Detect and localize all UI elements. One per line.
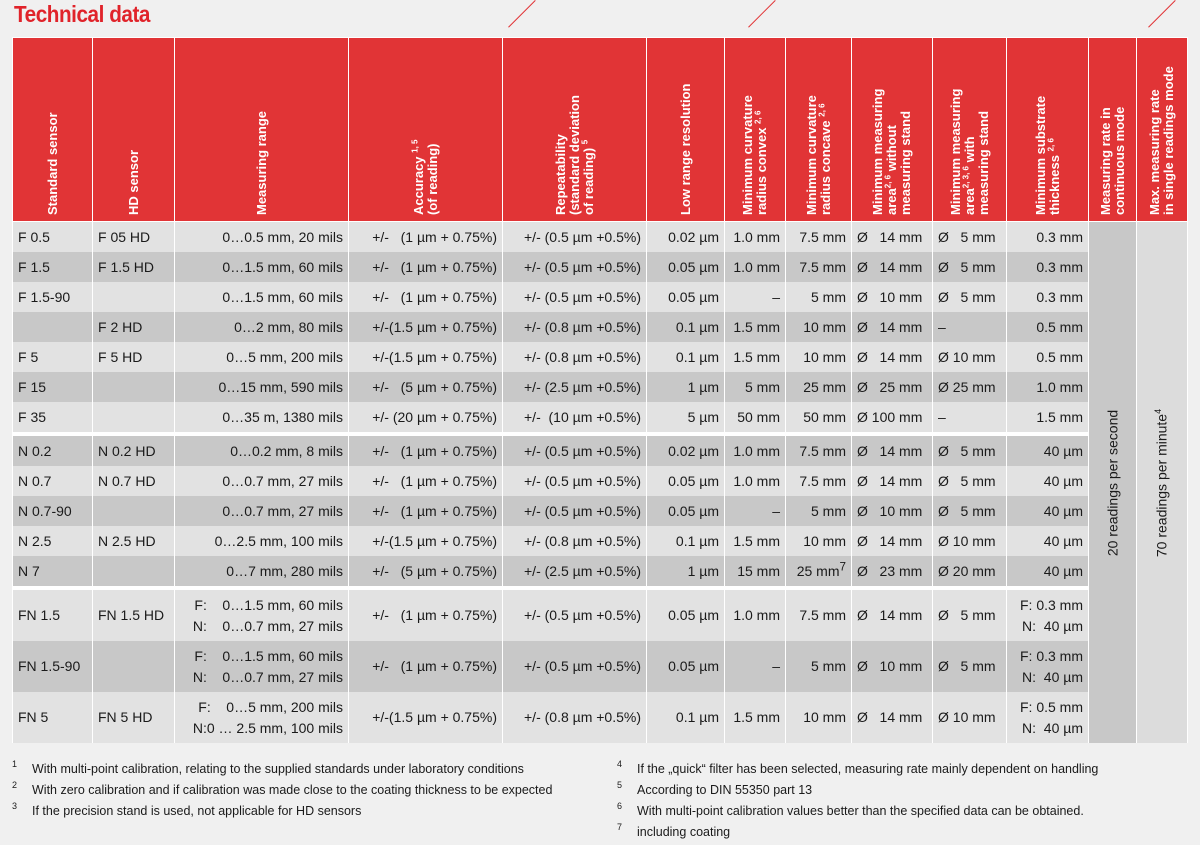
table-cell: 10 mm	[786, 342, 852, 372]
table-cell: +/- (1 µm + 0.75%)	[349, 282, 503, 312]
column-header	[786, 38, 852, 222]
table-cell: +/- (0.8 µm +0.5%)	[503, 692, 647, 743]
column-header-label: Minimum substrate thickness $^{2, 6}$	[1032, 95, 1062, 215]
table-cell: 1.0 mm	[725, 466, 786, 496]
table-row	[13, 222, 1188, 253]
table-cell: F 1.5-90	[13, 282, 93, 312]
column-header-label: Low range resolution	[677, 83, 693, 215]
footnote-text: If the precision stand is used, not applicable for HD sensors	[32, 804, 362, 818]
column-header-label: HD sensor	[125, 149, 141, 215]
table-header-row	[13, 38, 1188, 222]
column-header-label: Minimum curvature radius convex $^{2, 6}$	[740, 95, 769, 215]
table-cell: 0…1.5 mm, 60 mils	[175, 282, 349, 312]
technical-data-table	[12, 37, 1188, 743]
table-cell: F: 0.5 mm N: 40 µm	[1007, 692, 1089, 743]
table-cell: 0.1 µm	[647, 342, 725, 372]
table-cell: +/- (0.5 µm +0.5%)	[503, 252, 647, 282]
table-cell: 0…15 mm, 590 mils	[175, 372, 349, 402]
table-cell: F 05 HD	[93, 222, 175, 253]
column-header	[93, 38, 175, 222]
table-cell: 0.3 mm	[1007, 222, 1089, 253]
table-cell: 0.5 mm	[1007, 312, 1089, 342]
table-cell: N 0.2	[13, 434, 93, 466]
table-cell: Ø 14 mm	[852, 692, 933, 743]
table-cell: +/- (0.5 µm +0.5%)	[503, 466, 647, 496]
column-header	[503, 38, 647, 222]
footnote-text: With multi-point calibration, relating to the supplied standards under laboratory conditions	[32, 762, 524, 776]
table-cell: 0.3 mm	[1007, 282, 1089, 312]
table-cell: N 0.7	[13, 466, 93, 496]
footnote-text: With zero calibration and if calibration was made close to the coating thickness to be expected	[32, 783, 553, 797]
table-cell: Ø 5 mm	[933, 434, 1007, 466]
table-cell: Ø 5 mm	[933, 641, 1007, 692]
table-row	[13, 496, 1188, 526]
table-cell: 0…7 mm, 280 mils	[175, 556, 349, 588]
table-cell: F: 0…5 mm, 200 mils N:0 … 2.5 mm, 100 mils	[175, 692, 349, 743]
table-cell: Ø 14 mm	[852, 526, 933, 556]
table-cell: N 0.7 HD	[93, 466, 175, 496]
table-cell: 0.1 µm	[647, 526, 725, 556]
table-cell: Ø 25 mm	[852, 372, 933, 402]
table-cell: 0…0.7 mm, 27 mils	[175, 466, 349, 496]
column-header-label: Accuracy $^{1, 5}$ (of reading)	[410, 139, 440, 215]
continuous-rate-cell	[1089, 222, 1137, 744]
decorative-line	[508, 0, 536, 28]
table-cell: 10 mm	[786, 312, 852, 342]
table-cell: 1.5 mm	[725, 526, 786, 556]
column-header	[852, 38, 933, 222]
single-rate-cell	[1137, 222, 1188, 744]
table-cell: 40 µm	[1007, 556, 1089, 588]
table-row	[13, 692, 1188, 743]
table-cell	[93, 372, 175, 402]
table-cell: 0.05 µm	[647, 252, 725, 282]
table-cell: 0.05 µm	[647, 496, 725, 526]
table-cell: F 35	[13, 402, 93, 434]
table-cell: +/-(1.5 µm + 0.75%)	[349, 526, 503, 556]
table-cell: 1.0 mm	[725, 252, 786, 282]
table-cell: 1.5 mm	[725, 342, 786, 372]
table-cell: +/- (1 µm + 0.75%)	[349, 222, 503, 253]
table-cell: Ø 5 mm	[933, 282, 1007, 312]
table-cell: 10 mm	[786, 526, 852, 556]
table-cell: Ø 10 mm	[852, 496, 933, 526]
table-cell: 1.5 mm	[725, 692, 786, 743]
column-header	[1007, 38, 1089, 222]
table-cell: 0…5 mm, 200 mils	[175, 342, 349, 372]
table-cell: Ø 20 mm	[933, 556, 1007, 588]
page-title: Technical data	[14, 1, 150, 27]
table-cell: Ø 14 mm	[852, 588, 933, 641]
table-cell: +/- (1 µm + 0.75%)	[349, 641, 503, 692]
table-cell: 7.5 mm	[786, 222, 852, 253]
table-cell: 0.1 µm	[647, 312, 725, 342]
column-header	[13, 38, 93, 222]
table-cell: FN 5	[13, 692, 93, 743]
table-cell	[13, 312, 93, 342]
table-cell: +/- (0.8 µm +0.5%)	[503, 342, 647, 372]
table-row	[13, 402, 1188, 434]
table-row	[13, 588, 1188, 641]
table-cell: +/- (5 µm + 0.75%)	[349, 556, 503, 588]
table-cell: FN 5 HD	[93, 692, 175, 743]
table-cell: 0…0.5 mm, 20 mils	[175, 222, 349, 253]
column-header-label: Measuring rate in continuous mode	[1097, 106, 1127, 215]
table-cell	[93, 282, 175, 312]
table-cell: 0…2.5 mm, 100 mils	[175, 526, 349, 556]
table-cell: F 1.5	[13, 252, 93, 282]
table-cell: 5 µm	[647, 402, 725, 434]
table-cell: 5 mm	[786, 641, 852, 692]
table-cell: F 0.5	[13, 222, 93, 253]
table-cell: 5 mm	[786, 496, 852, 526]
table-cell: 1.0 mm	[725, 222, 786, 253]
column-header	[725, 38, 786, 222]
column-header-label: Minimum measuring area$^{2, 6}$ without measuring stand	[870, 88, 913, 215]
table-cell: Ø 25 mm	[933, 372, 1007, 402]
column-header-label: Minimum measuring area$^{2, 3, 6}$ with measuring stand	[947, 88, 991, 215]
table-cell	[93, 556, 175, 588]
table-cell: +/-(1.5 µm + 0.75%)	[349, 692, 503, 743]
footnote-text: If the „quick“ filter has been selected, measuring rate mainly dependent on handling	[637, 762, 1099, 776]
table-cell: 40 µm	[1007, 466, 1089, 496]
table-cell: 0.05 µm	[647, 588, 725, 641]
table-cell: Ø 5 mm	[933, 252, 1007, 282]
table-row	[13, 466, 1188, 496]
table-cell: F 5	[13, 342, 93, 372]
table-cell: 0.5 mm	[1007, 342, 1089, 372]
table-cell	[93, 496, 175, 526]
column-header-label: Standard sensor	[44, 112, 60, 215]
table-row	[13, 342, 1188, 372]
table-cell: Ø 5 mm	[933, 222, 1007, 253]
table-cell: +/- (1 µm + 0.75%)	[349, 434, 503, 466]
table-cell: Ø 14 mm	[852, 222, 933, 253]
table-cell: 0…0.7 mm, 27 mils	[175, 496, 349, 526]
table-cell	[93, 402, 175, 434]
table-cell: F 5 HD	[93, 342, 175, 372]
table-cell: 50 mm	[725, 402, 786, 434]
column-header	[175, 38, 349, 222]
footnote-marker: 4	[1152, 408, 1163, 414]
table-cell: +/- (0.5 µm +0.5%)	[503, 588, 647, 641]
table-cell: +/- (0.5 µm +0.5%)	[503, 641, 647, 692]
table-cell: 0.02 µm	[647, 222, 725, 253]
table-cell	[93, 641, 175, 692]
table-cell: 25 mm	[786, 372, 852, 402]
table-cell: F: 0…1.5 mm, 60 mils N: 0…0.7 mm, 27 mils	[175, 641, 349, 692]
table-cell: +/- (2.5 µm +0.5%)	[503, 372, 647, 402]
table-cell: 7.5 mm	[786, 588, 852, 641]
table-cell: –	[725, 282, 786, 312]
table-cell: FN 1.5	[13, 588, 93, 641]
table-cell: Ø 10 mm	[852, 282, 933, 312]
table-cell: 7.5 mm	[786, 252, 852, 282]
table-cell: Ø 100 mm	[852, 402, 933, 434]
table-cell: 1.5 mm	[725, 312, 786, 342]
table-cell: +/- (0.5 µm +0.5%)	[503, 222, 647, 253]
decorative-line	[748, 0, 776, 28]
table-cell: Ø 14 mm	[852, 312, 933, 342]
column-header-label: Measuring range	[253, 110, 269, 215]
footnote-text: With multi-point calibration values better than the specified data can be obtained.	[637, 804, 1084, 818]
table-cell: 0.3 mm	[1007, 252, 1089, 282]
table-cell: F: 0.3 mm N: 40 µm	[1007, 588, 1089, 641]
table-cell: N 2.5 HD	[93, 526, 175, 556]
table-cell: –	[725, 641, 786, 692]
column-header	[933, 38, 1007, 222]
table-cell: +/-(1.5 µm + 0.75%)	[349, 312, 503, 342]
table-cell: 1.5 mm	[1007, 402, 1089, 434]
table-cell: +/- (1 µm + 0.75%)	[349, 496, 503, 526]
table-cell: Ø 10 mm	[933, 526, 1007, 556]
table-cell: 10 mm	[786, 692, 852, 743]
table-cell: 40 µm	[1007, 496, 1089, 526]
table-cell: Ø 14 mm	[852, 342, 933, 372]
table-cell: Ø 5 mm	[933, 496, 1007, 526]
continuous-rate-label: 20 readings per second	[1104, 409, 1120, 556]
footnote-number: 5	[617, 780, 623, 790]
table-cell: 0…2 mm, 80 mils	[175, 312, 349, 342]
footnote-marker: 7	[839, 559, 846, 573]
table-cell: Ø 14 mm	[852, 466, 933, 496]
table-cell: 1.0 mm	[1007, 372, 1089, 402]
table-row	[13, 372, 1188, 402]
footnote-number: 6	[617, 801, 623, 811]
table-cell: F: 0…1.5 mm, 60 mils N: 0…0.7 mm, 27 mils	[175, 588, 349, 641]
table-cell: FN 1.5 HD	[93, 588, 175, 641]
table-cell: Ø 5 mm	[933, 466, 1007, 496]
table-row	[13, 252, 1188, 282]
table-cell: 25 $mm^7$	[786, 556, 852, 588]
table-cell: +/-(1.5 µm + 0.75%)	[349, 342, 503, 372]
single-rate-label	[1152, 408, 1173, 556]
table-cell: 40 µm	[1007, 434, 1089, 466]
table-row	[13, 556, 1188, 588]
table-cell: +/- (0.5 µm +0.5%)	[503, 496, 647, 526]
table-cell: 40 µm	[1007, 526, 1089, 556]
decorative-line	[1148, 0, 1176, 28]
table-cell: +/- (0.8 µm +0.5%)	[503, 312, 647, 342]
table-cell: 5 mm	[786, 282, 852, 312]
table-cell: 0…35 m, 1380 mils	[175, 402, 349, 434]
footnote-number: 4	[617, 759, 623, 769]
table-row	[13, 641, 1188, 692]
table-cell: +/- (0.5 µm +0.5%)	[503, 282, 647, 312]
column-header	[647, 38, 725, 222]
table-cell: 1.0 mm	[725, 588, 786, 641]
table-cell: +/- (2.5 µm +0.5%)	[503, 556, 647, 588]
table-cell: 0.05 µm	[647, 466, 725, 496]
table-cell: F 1.5 HD	[93, 252, 175, 282]
table-cell: FN 1.5-90	[13, 641, 93, 692]
table-cell: 7.5 mm	[786, 466, 852, 496]
column-header	[349, 38, 503, 222]
table-cell: –	[933, 402, 1007, 434]
table-row	[13, 282, 1188, 312]
table-cell: 7.5 mm	[786, 434, 852, 466]
table-cell: +/- (10 µm +0.5%)	[503, 402, 647, 434]
table-cell: +/- (1 µm + 0.75%)	[349, 252, 503, 282]
footnote-text: including coating	[637, 825, 731, 839]
table-cell: 0.05 µm	[647, 641, 725, 692]
table-cell: +/- (5 µm + 0.75%)	[349, 372, 503, 402]
table-cell: +/- (1 µm + 0.75%)	[349, 466, 503, 496]
table-cell: Ø 14 mm	[852, 252, 933, 282]
footnote-text: According to DIN 55350 part 13	[637, 783, 813, 797]
table-cell: Ø 5 mm	[933, 588, 1007, 641]
table-cell: 0.05 µm	[647, 282, 725, 312]
table-cell: 50 mm	[786, 402, 852, 434]
table-cell: F: 0.3 mm N: 40 µm	[1007, 641, 1089, 692]
table-cell: N 2.5	[13, 526, 93, 556]
table-cell: F 2 HD	[93, 312, 175, 342]
table-cell: Ø 10 mm	[933, 342, 1007, 372]
table-cell: 0.1 µm	[647, 692, 725, 743]
table-cell: 0…1.5 mm, 60 mils	[175, 252, 349, 282]
table-cell: +/- (20 µm + 0.75%)	[349, 402, 503, 434]
column-header-label: Minimum curvature radius concave $^{2, 6}$	[803, 95, 833, 215]
table-cell: +/- (1 µm + 0.75%)	[349, 588, 503, 641]
table-cell: +/- (0.5 µm +0.5%)	[503, 434, 647, 466]
column-header-label: Max. measuring rate in single readings mode	[1147, 66, 1176, 215]
table-cell: –	[933, 312, 1007, 342]
table-cell: 1 µm	[647, 556, 725, 588]
table-row	[13, 312, 1188, 342]
table-cell: N 0.2 HD	[93, 434, 175, 466]
table-cell: 5 mm	[725, 372, 786, 402]
table-cell: 1 µm	[647, 372, 725, 402]
table-cell: 0.02 µm	[647, 434, 725, 466]
single-rate-text: 70 readings per minute	[1153, 413, 1170, 557]
table-cell: Ø 10 mm	[852, 641, 933, 692]
table-cell: –	[725, 496, 786, 526]
table-cell: 0…0.2 mm, 8 mils	[175, 434, 349, 466]
footnote-number: 3	[12, 801, 18, 811]
column-header	[1089, 38, 1137, 222]
table-cell: N 0.7-90	[13, 496, 93, 526]
table-cell: F 15	[13, 372, 93, 402]
table-cell: 15 mm	[725, 556, 786, 588]
table-row	[13, 526, 1188, 556]
table-cell: Ø 10 mm	[933, 692, 1007, 743]
table-cell: +/- (0.8 µm +0.5%)	[503, 526, 647, 556]
footnote-number: 2	[12, 780, 18, 790]
column-header	[1137, 38, 1188, 222]
table-row	[13, 434, 1188, 466]
table-cell: Ø 23 mm	[852, 556, 933, 588]
footnote-number: 1	[12, 759, 18, 769]
table-cell: 1.0 mm	[725, 434, 786, 466]
table-cell: N 7	[13, 556, 93, 588]
column-header-label: Repeatability (standard deviation of reading) $^5$	[552, 95, 596, 215]
footnote-number: 7	[617, 822, 623, 832]
table-cell: Ø 14 mm	[852, 434, 933, 466]
